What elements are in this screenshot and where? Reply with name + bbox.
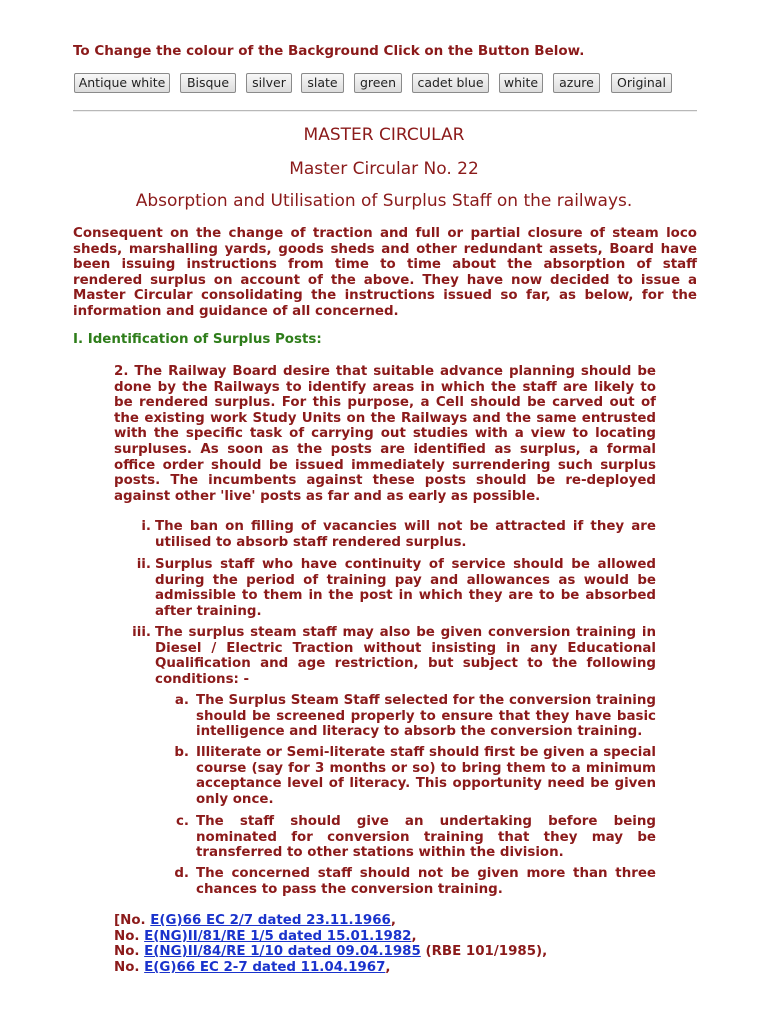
original-button[interactable]: Original [611,73,672,93]
azure-button[interactable]: azure [553,73,600,93]
silver-button[interactable]: silver [246,73,292,93]
list-marker: d. [174,866,189,881]
reference-suffix: , [385,959,391,975]
intro-paragraph: Consequent on the change of traction and full or partial closure of steam loco sheds, marshalling yards, goods sheds and other redundant assets, Board have been issuing instructions from time to time about the absorption of staff rendered surplus on account of the above. They have now decided to issue a Master Circular consolidating the instructions issued so far, as below, for the information and guidance of all concerned. [73,226,697,319]
divider [73,110,697,112]
list-marker: c. [175,814,189,829]
list-item-text: Surplus staff who have continuity of service should be allowed during the period of training pay and allowances as would be admissible to them in the post in which they are to be absorbed after training. [155,557,656,619]
reference-prefix: No. [114,944,145,960]
reference-link[interactable]: E(NG)II/84/RE 1/10 dated 09.04.1985 [144,944,421,960]
reference-link[interactable]: E(G)66 EC 2-7 dated 11.04.1967 [144,959,386,975]
list-item-text: The ban on filling of vacancies will not be attracted if they are utilised to absorb staff rendered surplus. [155,519,656,550]
page-title: MASTER CIRCULAR [303,125,465,145]
list-marker: ii. [136,557,151,572]
cadet-blue-button[interactable]: cadet blue [412,73,489,93]
antique-white-button[interactable]: Antique white [74,73,170,93]
reference-line [114,929,674,945]
list-item-text: The Surplus Steam Staff selected for the conversion training should be screened properly to ensure that they have basic intelligence and literacy to absorb the conversion training. [196,693,656,740]
list-marker: iii. [132,625,151,640]
bisque-button[interactable]: Bisque [180,73,236,93]
reference-link[interactable]: E(G)66 EC 2/7 dated 23.11.1966 [150,913,391,928]
reference-suffix: (RBE 101/1985), [420,944,548,960]
green-button[interactable]: green [354,73,402,93]
list-marker: i. [141,519,151,534]
reference-suffix: , [390,913,396,928]
circular-subject: Absorption and Utilisation of Surplus Staff on the railways. [135,191,633,211]
section-heading: I. Identification of Surplus Posts: [73,332,322,347]
list-item-text: Illiterate or Semi-literate staff should first be given a special course (say for 3 months or so) to bring them to a minimum acceptance level of literacy. This opportunity need be given only once. [196,745,656,807]
reference-line [114,960,674,976]
slate-button[interactable]: slate [301,73,344,93]
reference-prefix: No. [114,928,145,944]
paragraph-2: 2. The Railway Board desire that suitable advance planning should be done by the Railways to identify areas in which the staff are likely to be rendered surplus. For this purpose, a Cell should be carved out of the existing work Study Units on the Railways and the same entrusted with the specific task of carrying out studies with a view to locating surpluses. As soon as the posts are identified as surplus, a formal office order should be issued immediately surrendering such surplus posts. The incumbents against these posts should be re-deployed against other 'live' posts as far and as early as possible. [114,364,656,504]
list-item-text: The concerned staff should not be given more than three chances to pass the conversion training. [196,866,656,897]
circular-number: Master Circular No. 22 [289,159,479,179]
reference-prefix: [No. [114,913,151,928]
reference-suffix: , [411,928,417,944]
reference-line [114,944,674,960]
white-button[interactable]: white [499,73,543,93]
reference-list [114,913,674,975]
reference-line [114,913,674,929]
list-item-text: The staff should give an undertaking before being nominated for conversion training that they may be transferred to other stations within the division. [196,814,656,861]
background-instruction: To Change the colour of the Background Click on the Button Below. [73,43,585,59]
list-item-text: The surplus steam staff may also be given conversion training in Diesel / Electric Traction without insisting in any Educational Qualification and age restriction, but subject to the following conditions: - [155,625,656,687]
list-marker: a. [174,693,189,708]
list-marker: b. [174,745,189,760]
reference-prefix: No. [114,959,145,975]
reference-link[interactable]: E(NG)II/81/RE 1/5 dated 15.01.1982 [144,928,412,944]
